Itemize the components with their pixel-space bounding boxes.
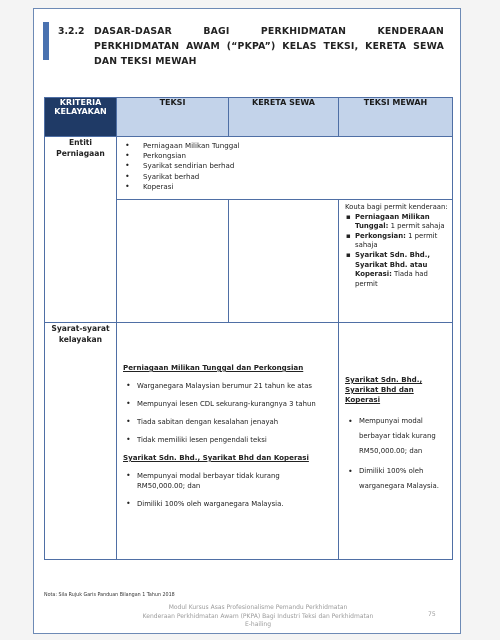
footer-line: E-hailing	[244, 621, 272, 628]
entiti-mewah-cell	[339, 200, 453, 323]
list-item	[355, 251, 448, 289]
page-number: 75	[428, 611, 436, 618]
section-title: DASAR-DASAR BAGI PERKHIDMATAN KENDERAAN PERKHIDMATAN AWAM (“PKPA”) KELAS TEKSI, KERETA SEWA DAN TEKSI MEWAH	[94, 26, 444, 67]
list-item: • Koperasi	[143, 182, 452, 192]
table-header-row	[45, 98, 453, 137]
header-kereta-sewa: KERETA SEWA	[229, 98, 339, 137]
quota-value: 1 permit sahaja	[388, 222, 445, 231]
header-teksi-mewah: TEKSI MEWAH	[339, 98, 453, 137]
syarat-list-syarikat	[123, 471, 334, 509]
section-accent-bar	[43, 22, 49, 60]
syarat-subheading-tunggal: Perniagaan Milikan Tunggal dan Perkongsian	[123, 363, 304, 372]
syarat-mewah-block	[339, 375, 452, 494]
list-item	[355, 232, 448, 251]
syarat-mewah-subheading: Syarikat Sdn. Bhd., Syarikat Bhd dan Koperasi	[345, 375, 423, 404]
syarat-teksi-block	[117, 363, 338, 509]
criteria-table	[44, 97, 453, 560]
quota-value: Tiada had permit	[355, 270, 428, 288]
list-item: • Syarikat sendirian berhad	[143, 161, 452, 171]
section-number: 3.2.2	[58, 26, 85, 37]
list-item: • Mempunyai lesen CDL sekurang-kurangnya 3 tahun	[137, 399, 334, 409]
page-footer	[120, 604, 396, 630]
quota-block	[339, 200, 452, 292]
entiti-teksi-cell	[117, 200, 229, 323]
quota-value: 1 permit sahaja	[355, 231, 438, 250]
footer-line: Modul Kursus Asas Profesionalisme Pemandu Perkhidmatan	[168, 604, 348, 611]
footer-line: Kenderaan Perkhidmatan Awam (PKPA) Bagi Industri Teksi dan Perkhidmatan	[142, 612, 374, 620]
quota-type: Perkongsian:	[355, 231, 406, 240]
entiti-kereta-sewa-cell	[229, 200, 339, 323]
list-item: • Dimiliki 100% oleh warganegara Malaysia.	[137, 499, 334, 509]
list-item: • Mempunyai modal berbayar tidak kurang RM50,000.00; dan	[359, 414, 448, 459]
quota-list	[345, 213, 448, 290]
label-syarat-kelayakan: Syarat-syarat kelayakan	[45, 323, 117, 560]
quota-intro: Kouta bagi permit kenderaan:	[345, 203, 448, 211]
syarat-teksi-cell	[117, 323, 339, 560]
list-item: • Syarikat berhad	[143, 172, 452, 182]
list-item: • Tidak memiliki lesen pengendali teksi	[137, 435, 334, 445]
label-entiti-perniagaan: Entiti Perniagaan	[45, 137, 117, 323]
syarat-mewah-cell	[339, 323, 453, 560]
syarat-subheading-syarikat: Syarikat Sdn. Bhd., Syarikat Bhd dan Koperasi	[123, 453, 309, 462]
quota-type: Perniagaan Milikan Tunggal:	[355, 212, 430, 231]
table-row-syarat	[45, 323, 453, 560]
list-item: • Perkongsian	[143, 151, 452, 161]
entiti-list	[117, 141, 452, 192]
list-item: • Mempunyai modal berbayar tidak kurang RM50,000.00; dan	[137, 471, 317, 491]
table-note: Nota: Sila Rujuk Garis Panduan Bilangan 1 Tahun 2018	[44, 593, 175, 598]
syarat-list-tunggal	[123, 381, 334, 445]
list-item: • Dimiliki 100% oleh warganegara Malaysia.	[359, 464, 448, 494]
header-teksi: TEKSI	[117, 98, 229, 137]
quota-type: Syarikat Sdn. Bhd., Syarikat Bhd. atau Koperasi:	[355, 250, 430, 279]
list-item: • Perniagaan Milikan Tunggal	[143, 141, 452, 151]
section-heading	[58, 24, 444, 69]
syarat-mewah-list	[345, 414, 448, 494]
table-row-entiti-a	[45, 137, 453, 200]
header-criteria: KRITERIA KELAYAKAN	[45, 98, 117, 137]
entiti-list-cell	[117, 137, 453, 200]
list-item: • Warganegara Malaysian berumur 21 tahun ke atas	[137, 381, 334, 391]
list-item: • Tiada sabitan dengan kesalahan jenayah	[137, 417, 334, 427]
list-item	[355, 213, 448, 232]
